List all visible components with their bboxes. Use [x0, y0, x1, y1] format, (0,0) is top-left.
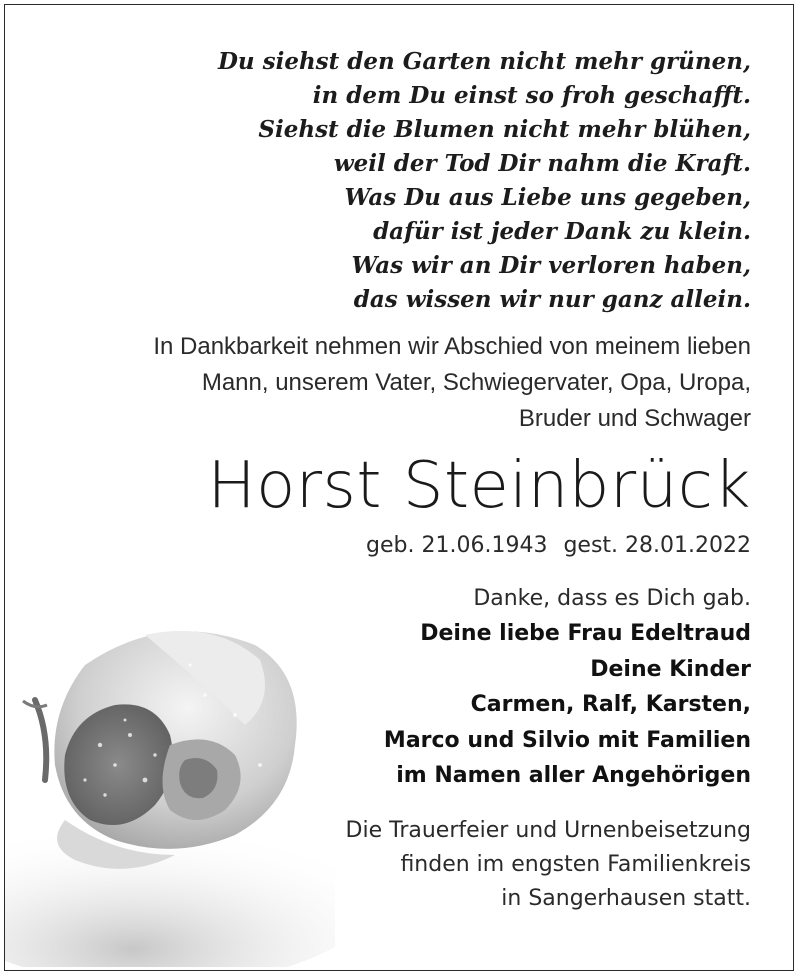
poem-line: Siehst die Blumen nicht mehr blühen,: [258, 116, 751, 143]
memorial-poem: [31, 45, 751, 317]
mourners-list: [31, 616, 751, 794]
mourners-line: im Namen aller Angehörigen: [396, 763, 751, 788]
intro-line: In Dankbarkeit nehmen wir Abschied von meinem lieben: [153, 333, 751, 360]
poem-line: Was wir an Dir verloren haben,: [351, 252, 751, 279]
poem-line: weil der Tod Dir nahm die Kraft.: [333, 150, 751, 177]
notice-content: [31, 5, 751, 916]
birth-date: geb. 21.06.1943: [366, 533, 548, 558]
mourners-line: Marco und Silvio mit Familien: [383, 727, 751, 753]
farewell-intro: [31, 329, 751, 437]
thanks-line: Danke, dass es Dich gab.: [473, 586, 751, 611]
ceremony-line: in Sangerhausen statt.: [501, 885, 751, 911]
deceased-name: Horst Steinbrück: [207, 449, 751, 523]
intro-line: Mann, unserem Vater, Schwiegervater, Opa, Uropa,: [201, 369, 751, 396]
ceremony-line: finden im engsten Familienkreis: [400, 851, 751, 877]
poem-line: in dem Du einst so froh geschafft.: [312, 82, 751, 109]
death-date: gest. 28.01.2022: [563, 533, 751, 558]
mourners-line: Carmen, Ralf, Karsten,: [470, 692, 751, 717]
mourners-line: Deine liebe Frau Edeltraud: [420, 621, 751, 646]
intro-line: Bruder und Schwager: [518, 405, 751, 432]
mourners-line: Deine Kinder: [590, 656, 751, 682]
ceremony-line: Die Trauerfeier und Urnenbeisetzung: [345, 817, 751, 843]
obituary-notice: [4, 4, 794, 971]
ceremony-info: [31, 814, 751, 916]
poem-line: dafür ist jeder Dank zu klein.: [373, 218, 751, 245]
poem-line: das wissen wir nur ganz allein.: [353, 286, 751, 313]
life-dates: [31, 529, 751, 563]
poem-line: Was Du aus Liebe uns gegeben,: [344, 184, 751, 211]
poem-line: Du siehst den Garten nicht mehr grünen,: [217, 48, 751, 75]
